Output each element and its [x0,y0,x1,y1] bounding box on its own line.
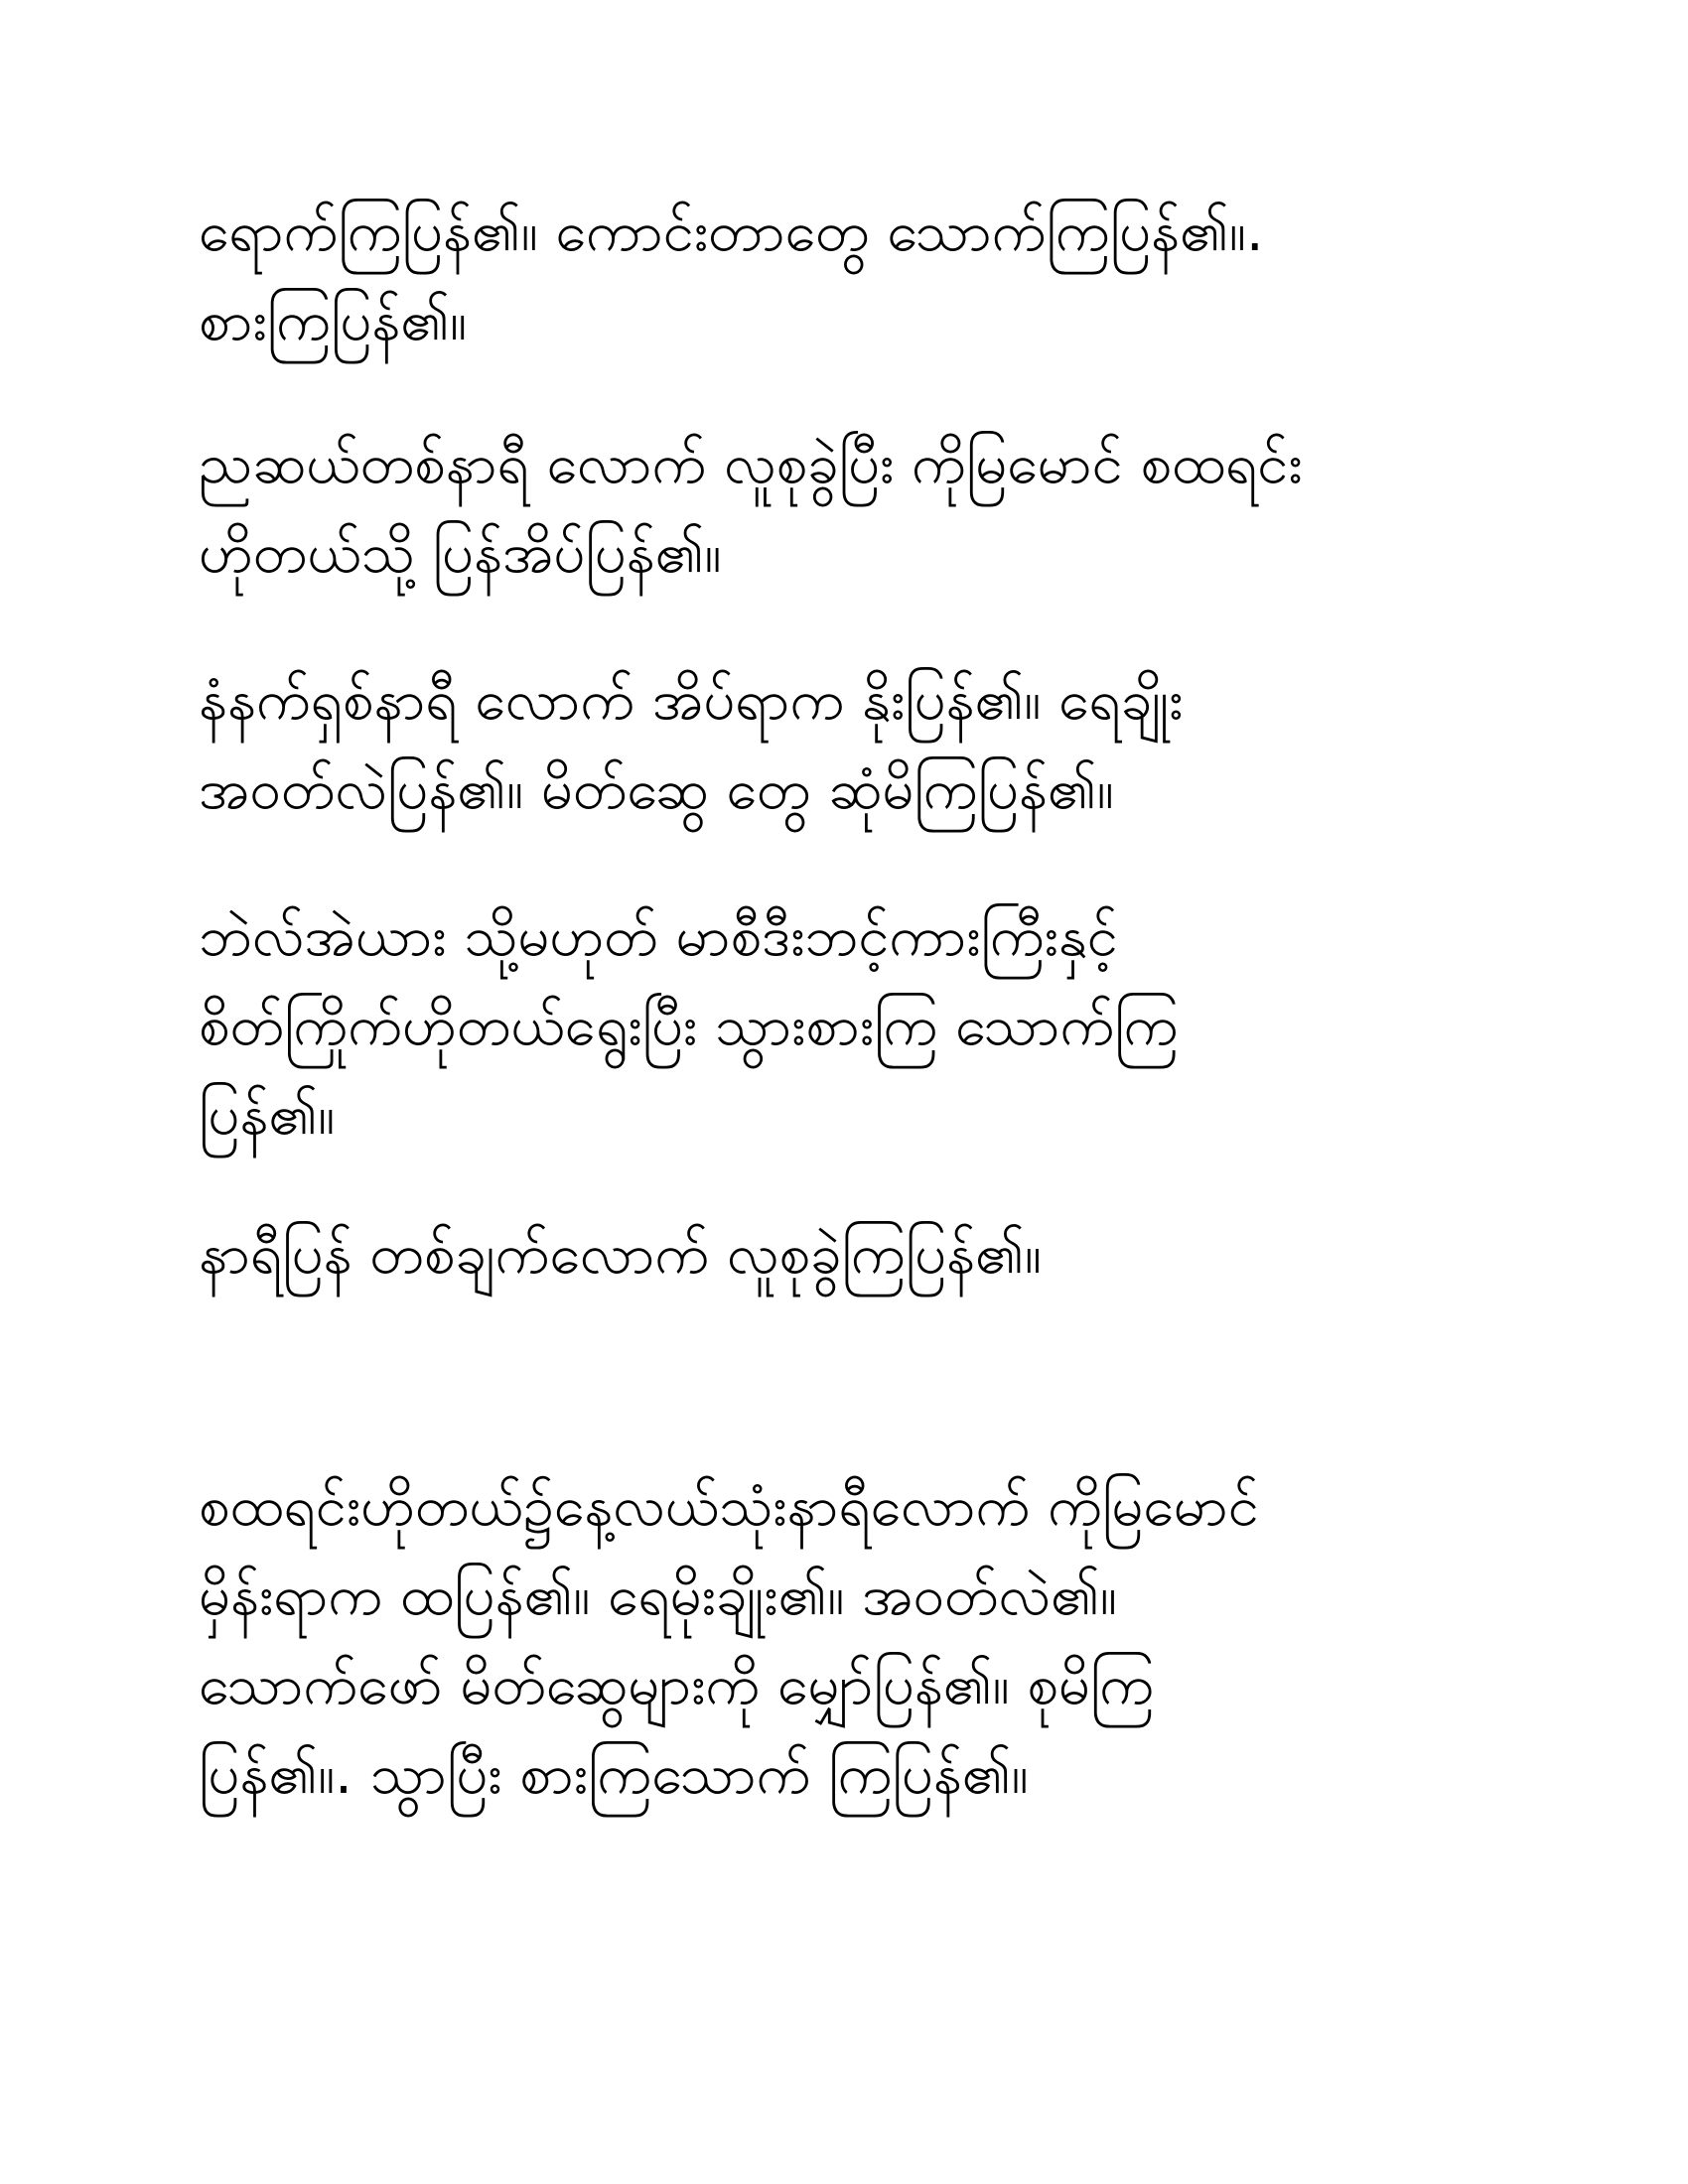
text-line: ဟိုတယ်သို့ ပြန်အိပ်ပြန်၏။ [199,521,722,586]
paragraph [199,200,1489,383]
text-line: ဘဲလ်အဲယား သို့မဟုတ် မာစီဒီးဘင့်ကားကြီးနှင့် [199,904,1118,969]
text-line: စထရင်းဟိုတယ်၌နေ့လယ်သုံးနာရီလောက် ကိုမြမောင် [199,1474,1259,1539]
text-line: နာရီပြန် တစ်ချက်လောက် လူစုခွဲကြပြန်၏။ [199,1222,1042,1287]
text-line: အဝတ်လဲပြန်၏။ မိတ်ဆွေ တွေ ဆုံမိကြပြန်၏။ [199,757,1114,822]
paragraph [199,1474,1489,1837]
text-line: မှိန်းရာက ထပြန်၏။ ရေမိုးချိုး၏။ အဝတ်လဲ၏။ [199,1564,1117,1628]
text-line: စိတ်ကြိုက်ဟိုတယ်ရွေးပြီး သွားစားကြ သောက်ကြ [199,994,1179,1058]
paragraph [199,432,1489,615]
text-line: ပြန်၏။ [199,1083,336,1148]
text-line: နံနက်ရှစ်နာရီ လောက် အိပ်ရာက နိုးပြန်၏။ ရေချိုး [199,668,1184,733]
text-line: သောက်ဖော် မိတ်ဆွေများကို မျှော်ပြန်၏။ စုမိကြ [199,1653,1155,1717]
paragraph [199,1222,1489,1316]
paragraph [199,904,1489,1177]
text-line: ရောက်ကြပြန်၏။ ကောင်းတာတွေ သောက်ကြပြန်၏။. [199,200,1264,264]
text-line: ညဆယ်တစ်နာရီ လောက် လူစုခွဲပြီး ကိုမြမောင် စထရင်း [199,432,1303,496]
text-line: ပြန်၏။. သွာပြီး စားကြသောက် ကြပြန်၏။ [199,1742,1029,1807]
text-line: စားကြပြန်၏။ [199,289,468,353]
paragraph [199,668,1489,852]
